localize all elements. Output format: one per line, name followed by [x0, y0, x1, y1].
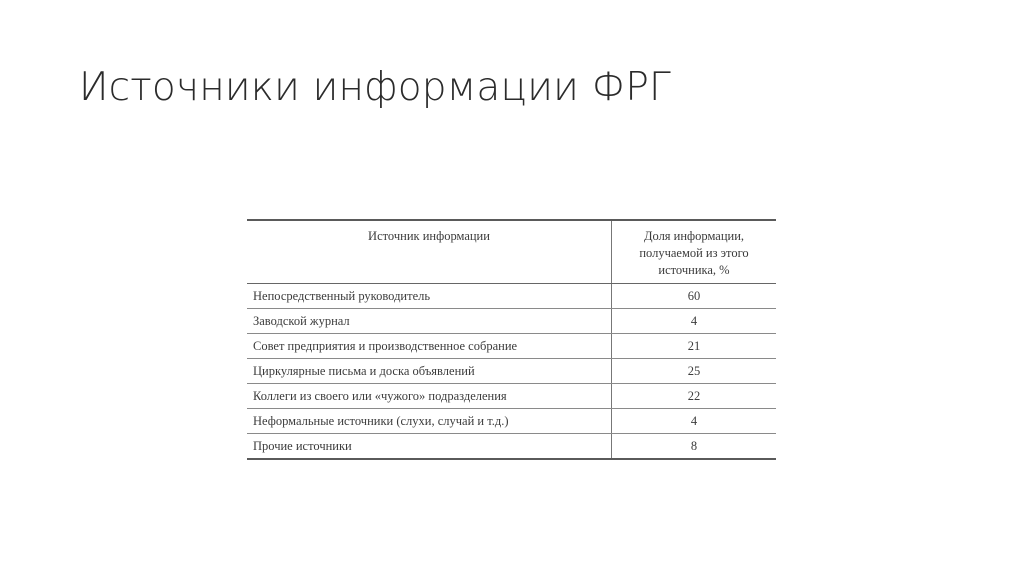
- information-sources-table-container: [247, 219, 776, 460]
- information-sources-table: [247, 219, 776, 460]
- row-source: Циркулярные письма и доска объявлений: [247, 359, 612, 384]
- table-header-row: [247, 220, 776, 284]
- row-share: 60: [612, 284, 777, 309]
- header-share-line-3: источника, %: [658, 263, 730, 277]
- row-source: Коллеги из своего или «чужого» подразделения: [247, 384, 612, 409]
- row-source: Непосредственный руководитель: [247, 284, 612, 309]
- row-share: 21: [612, 334, 777, 359]
- row-share: 22: [612, 384, 777, 409]
- header-source-label: Источник информации: [368, 229, 490, 243]
- table-row: [247, 334, 776, 359]
- row-source: Неформальные источники (слухи, случай и т.д.): [247, 409, 612, 434]
- row-share: 8: [690, 439, 698, 453]
- table-row: [247, 409, 776, 434]
- table-header: [247, 220, 776, 284]
- row-share: 25: [612, 359, 777, 384]
- table-body: [247, 284, 776, 460]
- row-source: Заводской журнал: [247, 309, 612, 334]
- table-row: [247, 284, 776, 309]
- table-row: [247, 384, 776, 409]
- table-row: [247, 434, 776, 460]
- row-share: 4: [612, 309, 777, 334]
- table-row: [247, 309, 776, 334]
- header-share-line-2: получаемой из этого: [639, 246, 749, 260]
- header-share: [612, 220, 777, 284]
- slide-title: Источники информации ФРГ: [79, 65, 671, 110]
- row-source: Совет предприятия и производственное собрание: [247, 334, 612, 359]
- table-row: [247, 359, 776, 384]
- header-source: [247, 220, 612, 284]
- header-share-line-1: Доля информации,: [643, 229, 745, 243]
- row-share: 4: [612, 409, 777, 434]
- row-source: Прочие источники: [247, 434, 612, 460]
